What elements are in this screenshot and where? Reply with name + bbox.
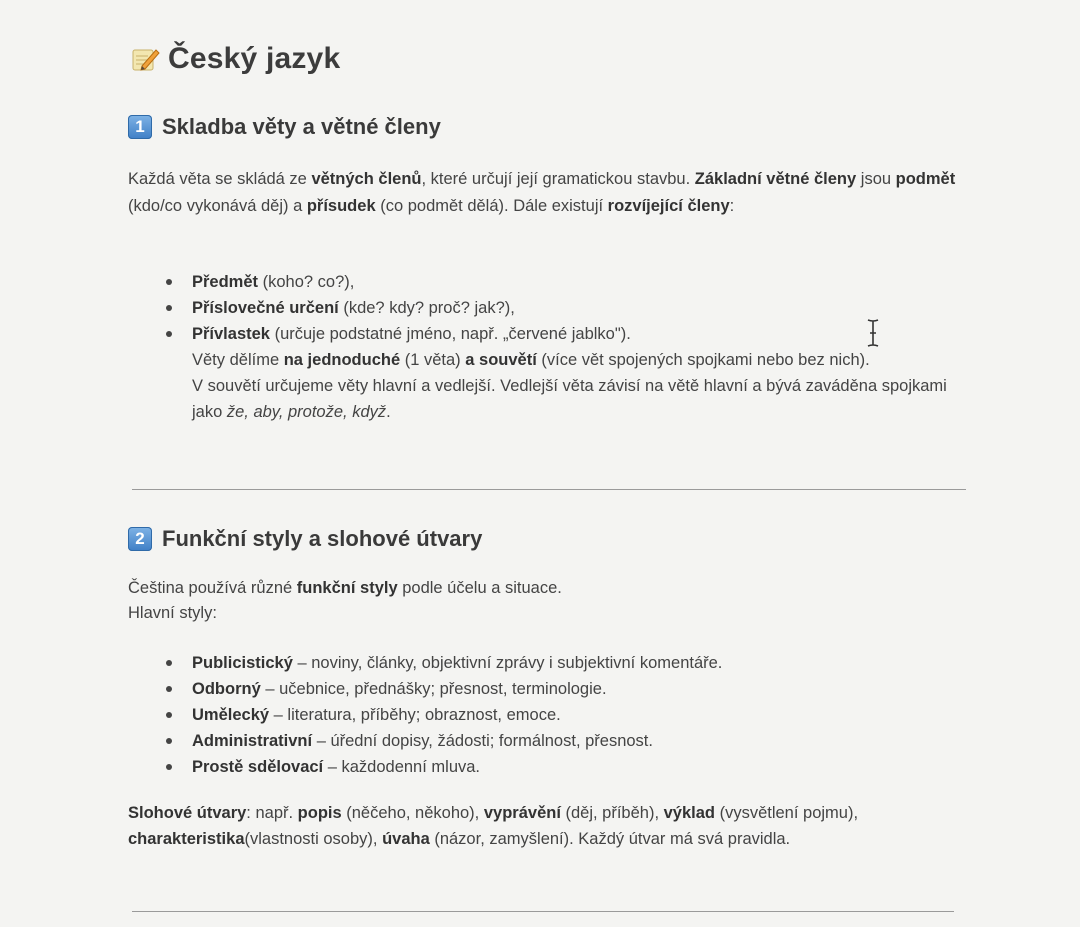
page-title: Český jazyk <box>168 42 341 75</box>
list-item: Prostě sdělovací – každodenní mluva. <box>192 754 982 780</box>
section-heading-text: Funkční styly a slohové útvary <box>162 526 483 551</box>
memo-icon <box>130 44 160 74</box>
list-item: Odborný – učebnice, přednášky; přesnost, terminologie. <box>192 676 982 702</box>
list-item: Administrativní – úřední dopisy, žádosti; formálnost, přesnost. <box>192 728 982 754</box>
section-1-heading <box>128 114 441 140</box>
continuation-sentences-1: Věty dělíme na jednoduché (1 věta) a souvětí (více vět spojených spojkami nebo bez nich). <box>192 351 870 369</box>
section-1-intro: Každá věta se skládá ze větných členů, které určují její gramatickou stavbu. Základní větné členy jsou podmět (kdo/co vykonává děj) a přísudek (co podmět dělá). Dále existují rozvíjející členy: <box>128 170 956 215</box>
section-number-badge: 2 <box>128 527 152 551</box>
section-2-heading <box>128 526 482 552</box>
section-heading-text: Skladba věty a větné členy <box>162 114 441 139</box>
list-item: Přívlastek (určuje podstatné jméno, např. „červené jablko"). Věty dělíme na jednoduché (1 věta) a souvětí (více vět spojených spojkami nebo bez nich). V souvětí určujeme věty hlavní a vedlejší. Vedlejší věta závisí na větě hlavní a bývá zaváděna spojkami jako že, aby, protože, když. <box>192 321 952 425</box>
section-divider <box>132 489 966 490</box>
list-item: Umělecký – literatura, příběhy; obraznost, emoce. <box>192 702 982 728</box>
list-item: Příslovečné určení (kde? kdy? proč? jak?), <box>192 295 952 321</box>
section-number-badge: 1 <box>128 115 152 139</box>
section-2-intro: Čeština používá různé funkční styly podle účelu a situace. Hlavní styly: <box>128 579 562 622</box>
section-divider <box>132 911 954 912</box>
section-2-forms: Slohové útvary: např. popis (něčeho, někoho), vyprávění (děj, příběh), výklad (vysvětlení pojmu), charakteristika(vlastnosti osoby), úvaha (názor, zamyšlení). Každý útvar má svá pravidla. <box>128 804 859 848</box>
list-item: Předmět (koho? co?), <box>192 269 952 295</box>
document-title <box>130 42 340 76</box>
text-cursor-icon <box>866 318 880 348</box>
list-item: Publicistický – noviny, články, objektivní zprávy i subjektivní komentáře. <box>192 650 982 676</box>
section-2-bullet-list <box>160 650 982 780</box>
continuation-sentences-2: V souvětí určujeme věty hlavní a vedlejší. Vedlejší věta závisí na větě hlavní a bývá zaváděna spojkami jako že, aby, protože, když. <box>192 377 947 421</box>
section-1-bullet-list <box>160 269 952 425</box>
